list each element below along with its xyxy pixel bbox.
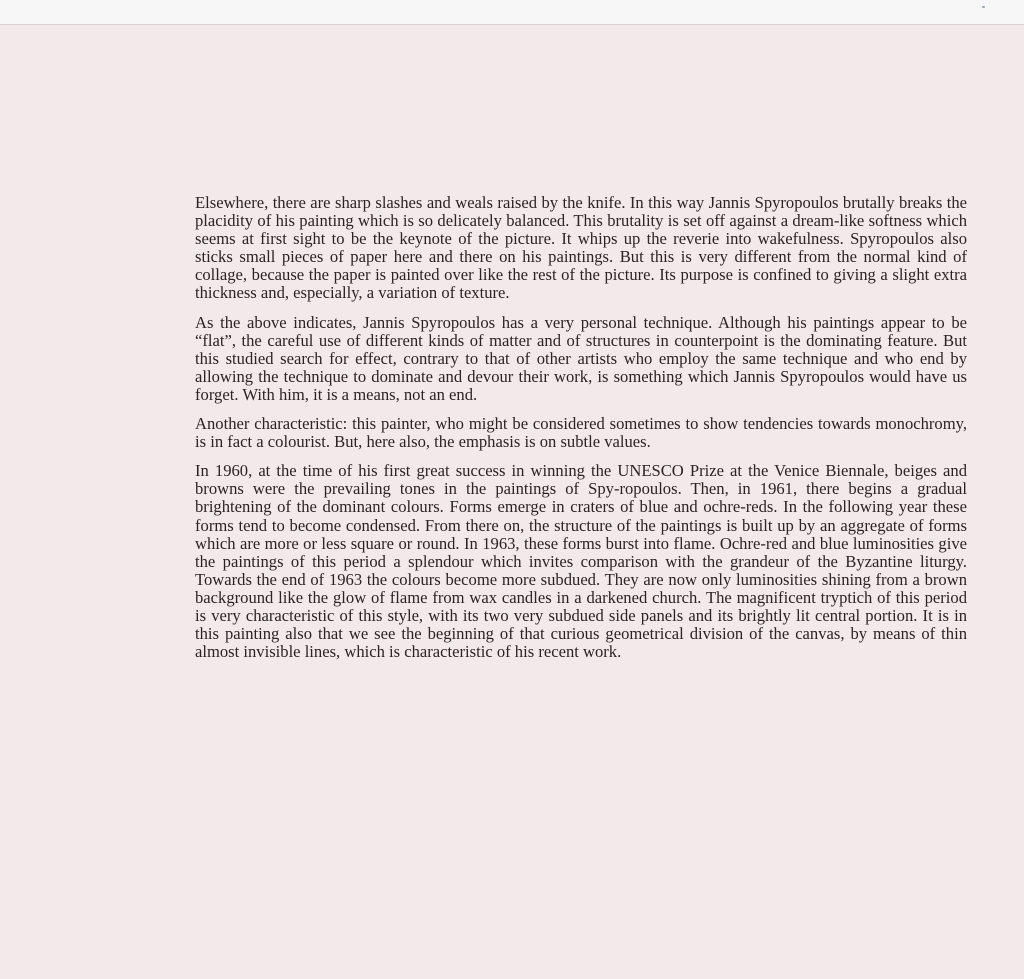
paragraph-1: Elsewhere, there are sharp slashes and weals raised by the knife. In this way Jannis Spyropoulos brutally breaks the placidity of his painting which is so delicately balanced. This brutality is set off against a dream-like softness which seems at first sight to be the keynote of the picture. It whips up the reverie into wakefulness. Spyropoulos also sticks small pieces of paper here and there on his paintings. But this is very different from the normal kind of collage, because the paper is painted over like the rest of the picture. Its purpose is confined to giving a slight extra thickness and, especially, a variation of texture. [195,193,967,303]
body-text [195,194,967,672]
paragraph-2: As the above indicates, Jannis Spyropoulos has a very personal technique. Although his paintings appear to be “flat”, the careful use of different kinds of matter and of structures in counterpoint is the dominating feature. But this studied search for effect, contrary to that of other artists who employ the same technique and who end by allowing the technique to dominate and devour their work, is something which Jannis Spyropoulos would have us forget. With him, it is a means, not an end. [195,312,967,404]
paragraph-4: In 1960, at the time of his first great success in winning the UNESCO Prize at the Venice Biennale, beiges and browns were the prevailing tones in the paintings of Spy-ropoulos. Then, in 1961, there begins a gradual brightening of the dominant colours. Forms emerge in craters of blue and ochre-reds. In the following year these forms tend to become condensed. From there on, the structure of the paintings is built up by an aggregate of forms which are more or less square or round. In 1963, these forms burst into flame. Ochre-red and blue luminosities give the paintings of this period a splendour which invites comparison with the grandeur of the Byzantine liturgy. Towards the end of 1963 the colours become more subdued. They are now only luminosities shining from a brown background like the glow of flame from wax candles in a darkened church. The magnificent tryptich of this period is very characteristic of this style, with its two very subdued side panels and its brightly lit central portion. It is in this painting also that we see the beginning of that curious geometrical division of the canvas, by means of thin almost invisible lines, which is characteristic of his recent work. [195,461,967,662]
paragraph-3: Another characteristic: this painter, who might be considered sometimes to show tendencies towards monochromy, is in fact a colourist. But, here also, the emphasis is on subtle values. [195,414,967,452]
scanner-top-edge [0,0,1024,24]
dust-speck [982,6,985,8]
